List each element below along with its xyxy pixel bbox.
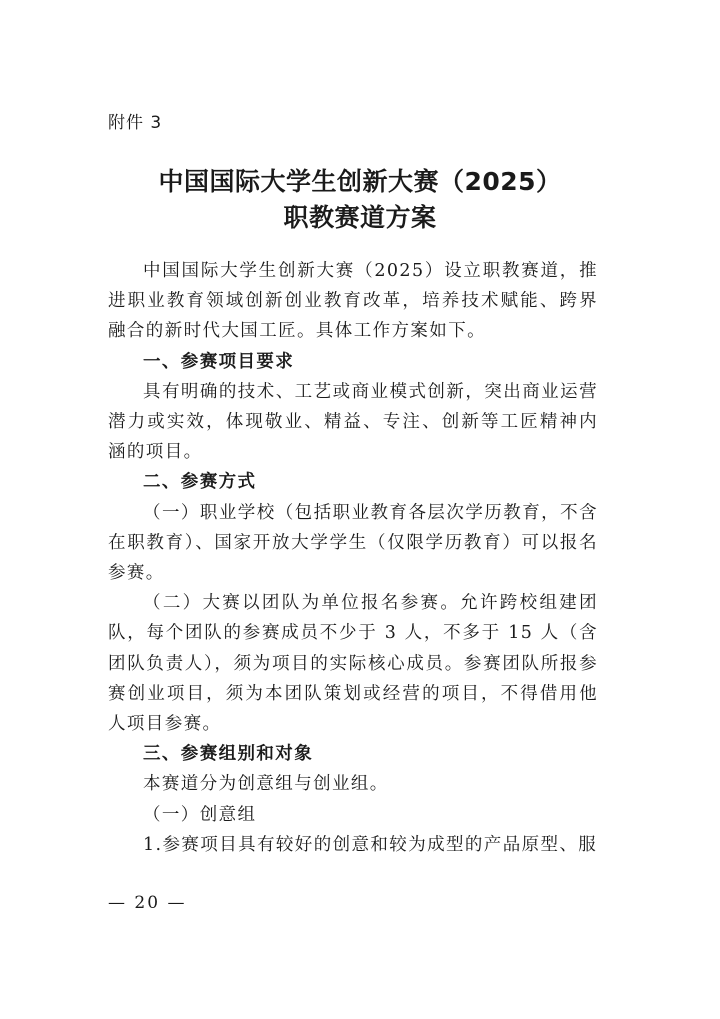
paragraph-creative-group-heading: （一）创意组 [143, 804, 257, 825]
section-heading-2: 二、参赛方式 [143, 472, 257, 493]
paragraph-creative-group-item-1: 1.参赛项目具有较好的创意和较为成型的产品原型、服 [143, 834, 598, 855]
paragraph-participation-2: （二）大赛以团队为单位报名参赛。允许跨校组建团队，每个团队的参赛成员不少于 3 人，不多于 15 人（含团队负责人），须为项目的实际核心成员。参赛团队所报参赛创业项目，须为本团队策划或经营的项目，不得借用他人项目参赛。 [108, 593, 598, 735]
section-heading-1: 一、参赛项目要求 [143, 351, 295, 372]
section-heading-3: 三、参赛组别和对象 [143, 744, 314, 765]
attachment-label: 附件 3 [108, 113, 163, 133]
document-body [108, 256, 598, 860]
page-number: — 20 — [108, 893, 187, 913]
paragraph-intro: 中国国际大学生创新大赛（2025）设立职教赛道，推进职业教育领域创新创业教育改革，培养技术赋能、跨界融合的新时代大国工匠。具体工作方案如下。 [108, 261, 598, 342]
paragraph-groups: 本赛道分为创意组与创业组。 [143, 774, 389, 795]
document-title-line1: 中国国际大学生创新大赛（2025） [158, 167, 562, 196]
document-title-line2: 职教赛道方案 [283, 203, 437, 232]
paragraph-project-requirements: 具有明确的技术、工艺或商业模式创新，突出商业运营潜力或实效，体现敬业、精益、专注、创新等工匠精神内涵的项目。 [108, 381, 598, 463]
paragraph-participation-1: （一）职业学校（包括职业教育各层次学历教育，不含在职教育）、国家开放大学学生（仅限学历教育）可以报名参赛。 [108, 502, 598, 584]
